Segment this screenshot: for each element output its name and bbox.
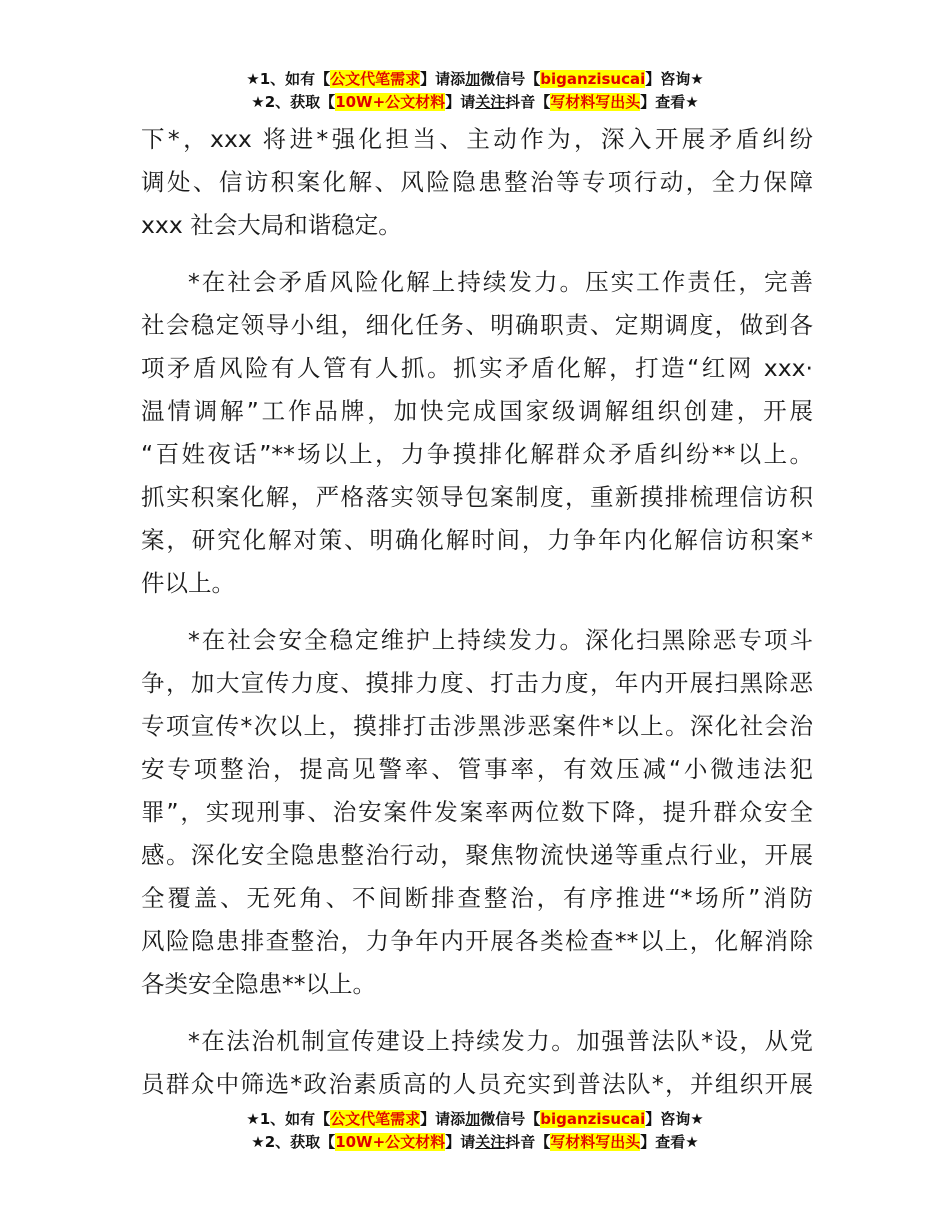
banner-text: 微信号【 [480, 1110, 541, 1128]
paragraph-conflict-resolution [141, 261, 813, 605]
banner-text: 】请 [445, 1133, 476, 1151]
header-banner [0, 68, 950, 114]
text-line: *在社会矛盾风险化解上持续发力。压实工作责任，完善 [188, 268, 813, 296]
text-line: xxx 社会大局和谐稳定。 [141, 211, 402, 239]
banner-line-1 [0, 1108, 950, 1131]
highlight-writing-service: 公文代笔需求 [330, 1110, 421, 1128]
banner-text: 】请添 [420, 70, 466, 88]
text-line: 项矛盾风险有人管有人抓。抓实矛盾化解，打造“红网 xxx· [141, 354, 813, 382]
banner-text: ★1、如有【 [246, 70, 331, 88]
text-line: 案，研究化解对策、明确化解时间，力争年内化解信访积案* [141, 526, 813, 554]
banner-line-2 [0, 1131, 950, 1154]
highlight-materials: 10W+公文材料 [335, 93, 446, 111]
banner-text: ★1、如有【 [246, 1110, 331, 1128]
text-line: 调处、信访积案化解、风险隐患整治等专项行动，全力保障 [141, 168, 813, 196]
text-line: 件以上。 [141, 569, 235, 597]
banner-text: 】咨询★ [645, 1110, 704, 1128]
banner-text-underlined: 关注 [475, 93, 506, 111]
text-line: 抓实积案化解，严格落实领导包案制度，重新摸排梳理信访积 [141, 483, 813, 511]
text-line: 温情调解”工作品牌，加快完成国家级调解组织创建，开展 [141, 397, 813, 425]
highlight-wechat-id: biganzisucai [540, 70, 646, 88]
text-line: *在法治机制宣传建设上持续发力。加强普法队*设，从党 [188, 1027, 813, 1055]
banner-text: 】请添 [420, 1110, 466, 1128]
banner-text: 】请 [445, 93, 476, 111]
banner-text: 】咨询★ [645, 70, 704, 88]
paragraph-intro [141, 118, 813, 247]
document-body [141, 118, 813, 1106]
banner-text: 】查看★ [640, 1133, 699, 1151]
paragraph-rule-of-law [141, 1020, 813, 1106]
highlight-materials: 10W+公文材料 [335, 1133, 446, 1151]
text-line: 安专项整治，提高见警率、管事率，有效压减“小微违法犯 [141, 755, 813, 783]
highlight-wechat-id: biganzisucai [540, 1110, 646, 1128]
banner-line-1 [0, 68, 950, 91]
text-line: 感。深化安全隐患整治行动，聚焦物流快递等重点行业，开展 [141, 841, 813, 869]
text-line: “百姓夜话”**场以上，力争摸排化解群众矛盾纠纷**以上。 [141, 440, 813, 468]
text-line: 罪”，实现刑事、治安案件发案率两位数下降，提升群众安全 [141, 798, 813, 826]
banner-text: ★2、获取【 [251, 93, 336, 111]
banner-line-2 [0, 91, 950, 114]
banner-text: 微信号【 [480, 70, 541, 88]
text-line: *在社会安全稳定维护上持续发力。深化扫黑除恶专项斗 [188, 626, 813, 654]
highlight-douyin-account: 写材料写出头 [550, 93, 641, 111]
highlight-writing-service: 公文代笔需求 [330, 70, 421, 88]
text-line: 风险隐患排查整治，力争年内开展各类检查**以上，化解消除 [141, 927, 813, 955]
banner-text: 抖音【 [505, 93, 551, 111]
banner-text: ★2、获取【 [251, 1133, 336, 1151]
paragraph-public-safety [141, 619, 813, 1006]
highlight-douyin-account: 写材料写出头 [550, 1133, 641, 1151]
banner-text-underlined: 关注 [475, 1133, 506, 1151]
text-line: 社会稳定领导小组，细化任务、明确职责、定期调度，做到各 [141, 311, 813, 339]
text-line: 员群众中筛选*政治素质高的人员充实到普法队*，并组织开展 [141, 1070, 813, 1098]
banner-text: 】查看★ [640, 93, 699, 111]
text-line: 专项宣传*次以上，摸排打击涉黑涉恶案件*以上。深化社会治 [141, 712, 813, 740]
banner-text-underlined: 加 [465, 1110, 481, 1128]
footer-banner [0, 1108, 950, 1154]
banner-text: 抖音【 [505, 1133, 551, 1151]
banner-text-underlined: 加 [465, 70, 481, 88]
text-line: 争，加大宣传力度、摸排力度、打击力度，年内开展扫黑除恶 [141, 669, 813, 697]
text-line: 各类安全隐患**以上。 [141, 970, 376, 998]
text-line: 全覆盖、无死角、不间断排查整治，有序推进“*场所”消防 [141, 884, 813, 912]
text-line: 下*，xxx 将进*强化担当、主动作为，深入开展矛盾纠纷 [141, 125, 813, 153]
